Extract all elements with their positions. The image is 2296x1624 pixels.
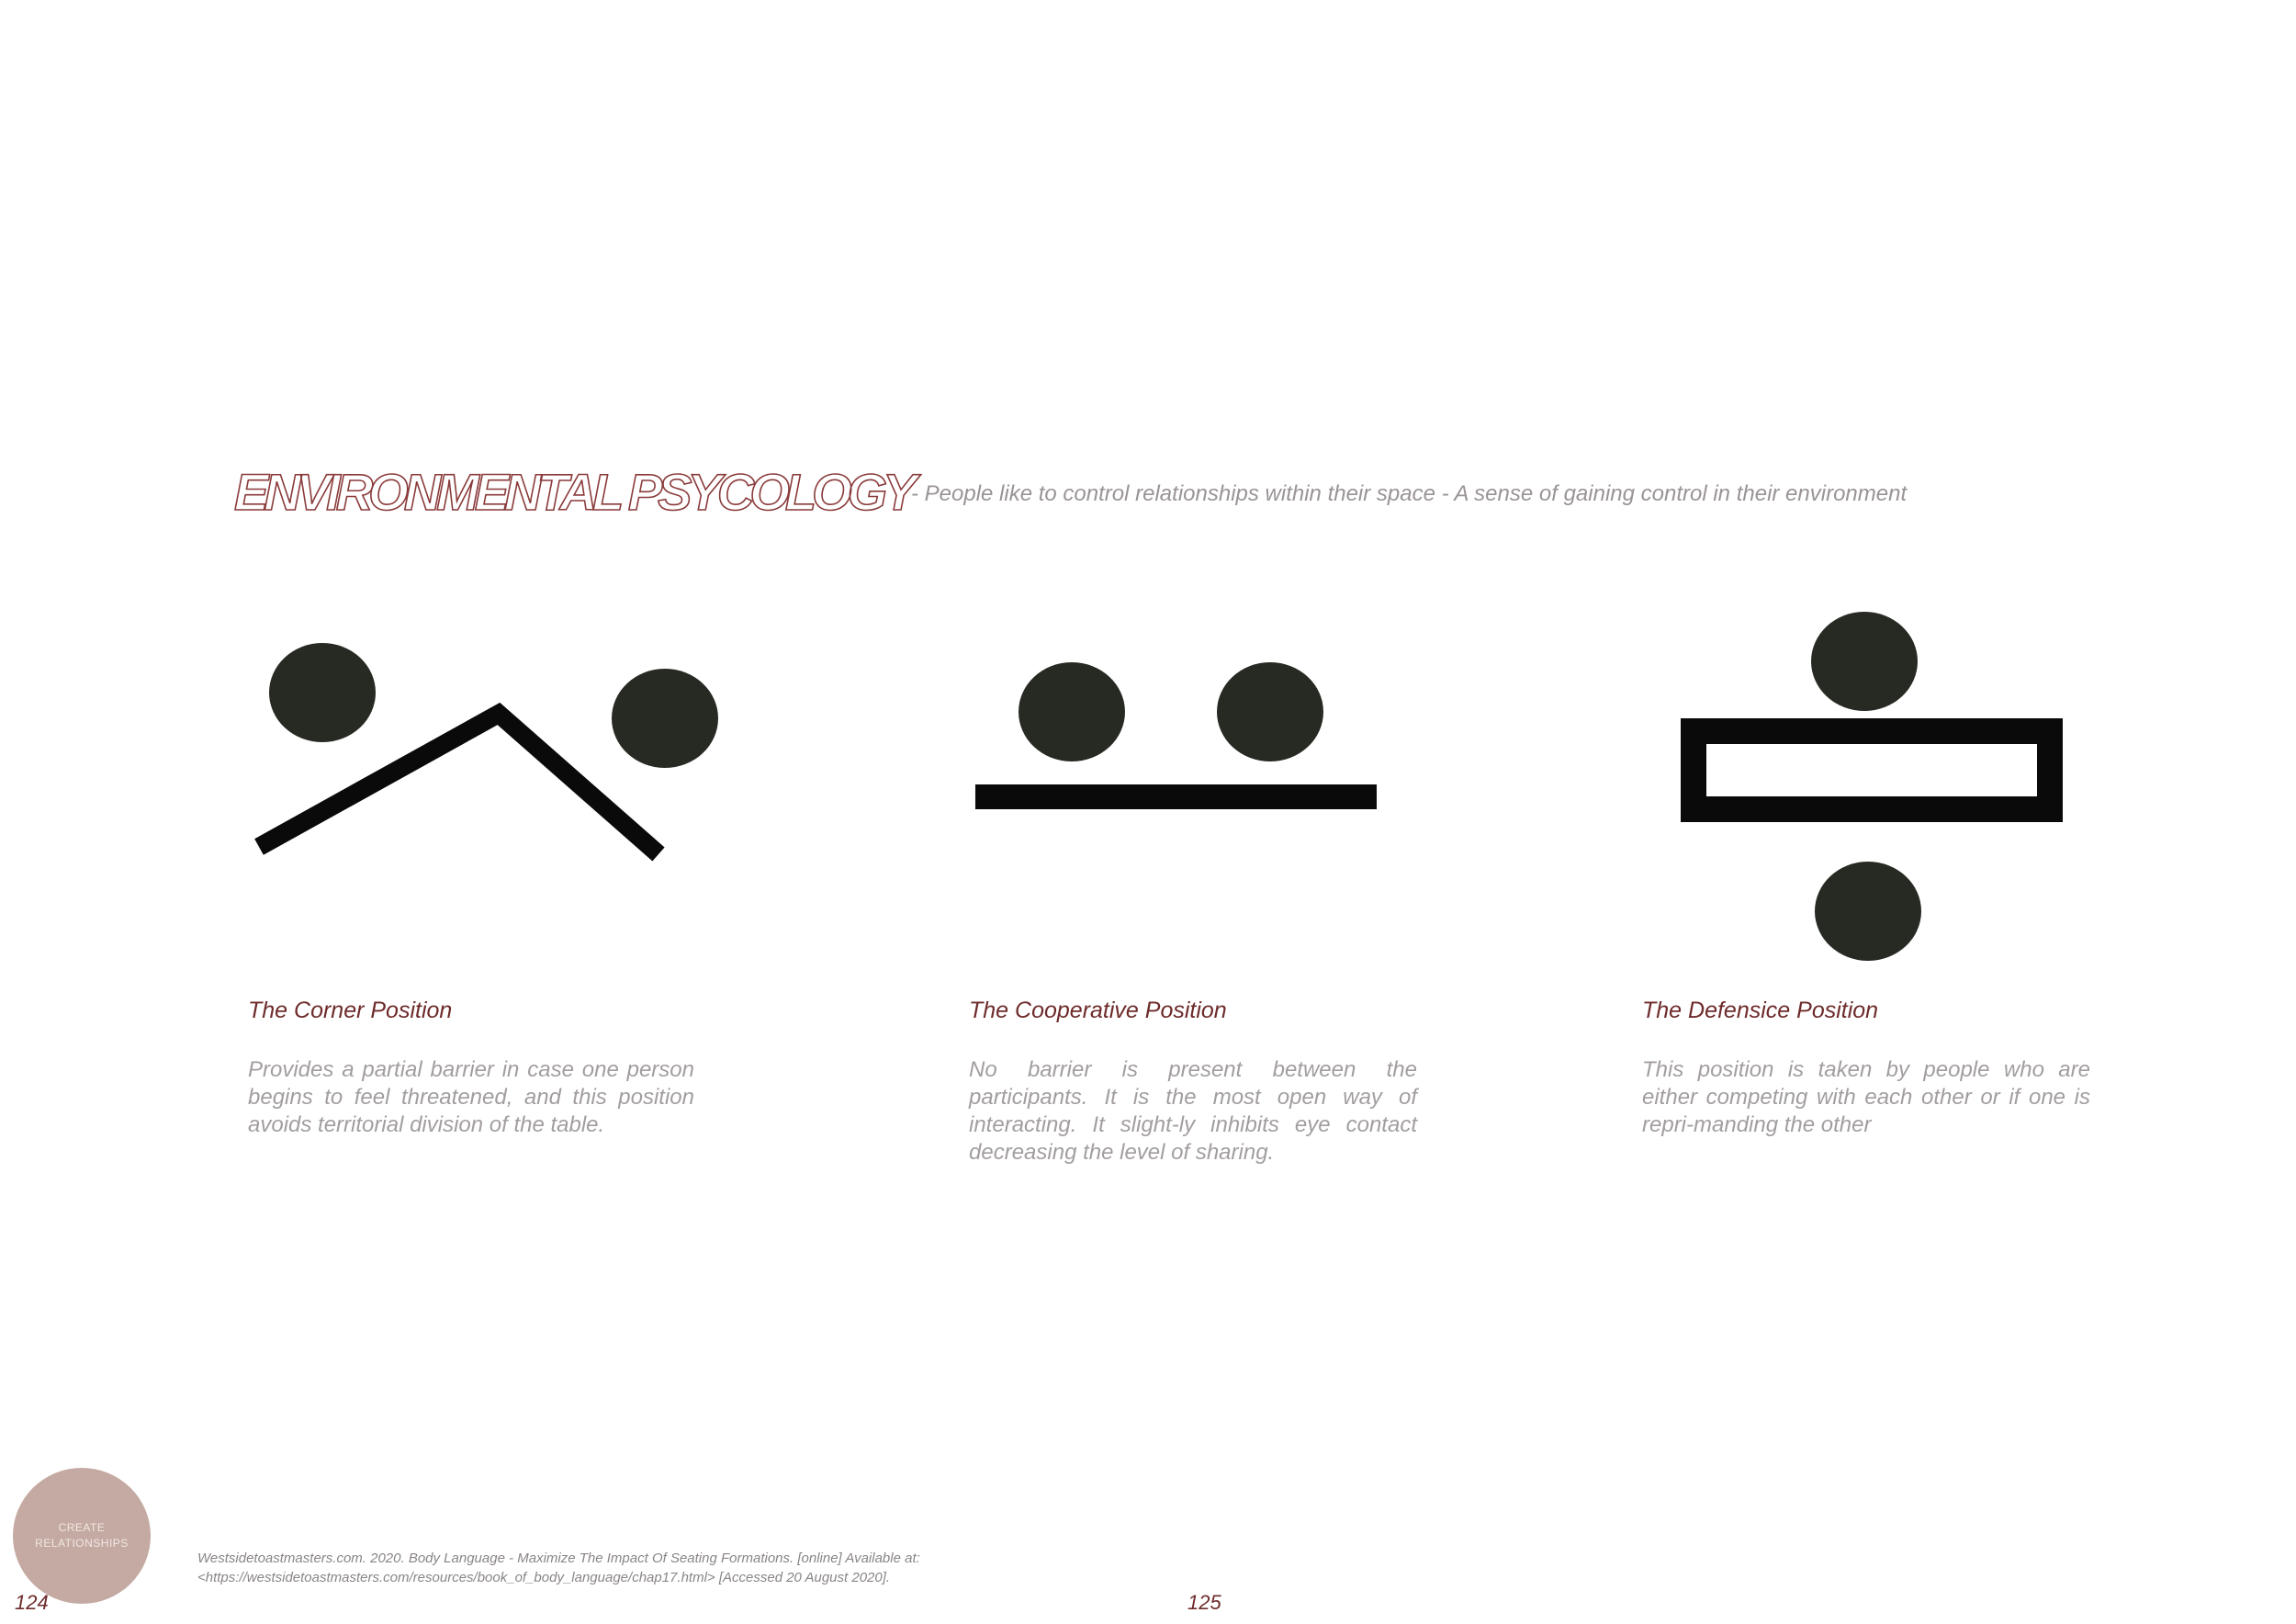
corner-position-heading: The Corner Position [248,998,453,1023]
table-rectangle [1694,731,2050,809]
person-circle [1217,662,1323,761]
badge-line-2: RELATIONSHIPS [35,1537,129,1550]
defensive-position-diagram [1671,606,2076,974]
person-circle [1815,862,1921,961]
reference-citation [197,1549,920,1587]
table-bar [975,784,1377,809]
corner-position-diagram [248,634,726,882]
badge-line-1: CREATE [58,1521,106,1534]
person-circle [1811,612,1918,711]
page-number-right: 125 [1187,1591,1221,1614]
page-number-left: 124 [15,1591,49,1614]
corner-position-description: Provides a partial barrier in case one person begins to feel threatened, and this position avoids territorial division of the table. [248,1057,694,1137]
reference-line-2: <https://westsidetoastmasters.com/resources/book_of_body_language/chap17.html> [Accessed 20 August 2020]. [197,1570,891,1585]
page-title: ENVIRONMENTAL PSYCOLOGY [234,463,913,521]
cooperative-position-diagram [964,657,1387,818]
cooperative-position-heading: The Cooperative Position [969,998,1227,1023]
cooperative-position-description: No barrier is present between the participants. It is the most open way of interacting. It slight-ly inhibits eye contact decreasing the level of sharing. [969,1057,1417,1165]
person-circle [612,669,718,768]
defensive-position-description: This position is taken by people who are either competing with each other or if one is repri-manding the other [1642,1057,2090,1137]
section-badge [13,1468,151,1604]
person-circle [269,643,376,742]
defensive-position-heading: The Defensice Position [1642,998,1879,1023]
page-subtitle: - People like to control relationships within their space - A sense of gaining control in their environment [911,481,1908,506]
reference-line-1: Westsidetoastmasters.com. 2020. Body Language - Maximize The Impact Of Seating Formations. [online] Available at: [197,1551,920,1566]
person-circle [1019,662,1125,761]
